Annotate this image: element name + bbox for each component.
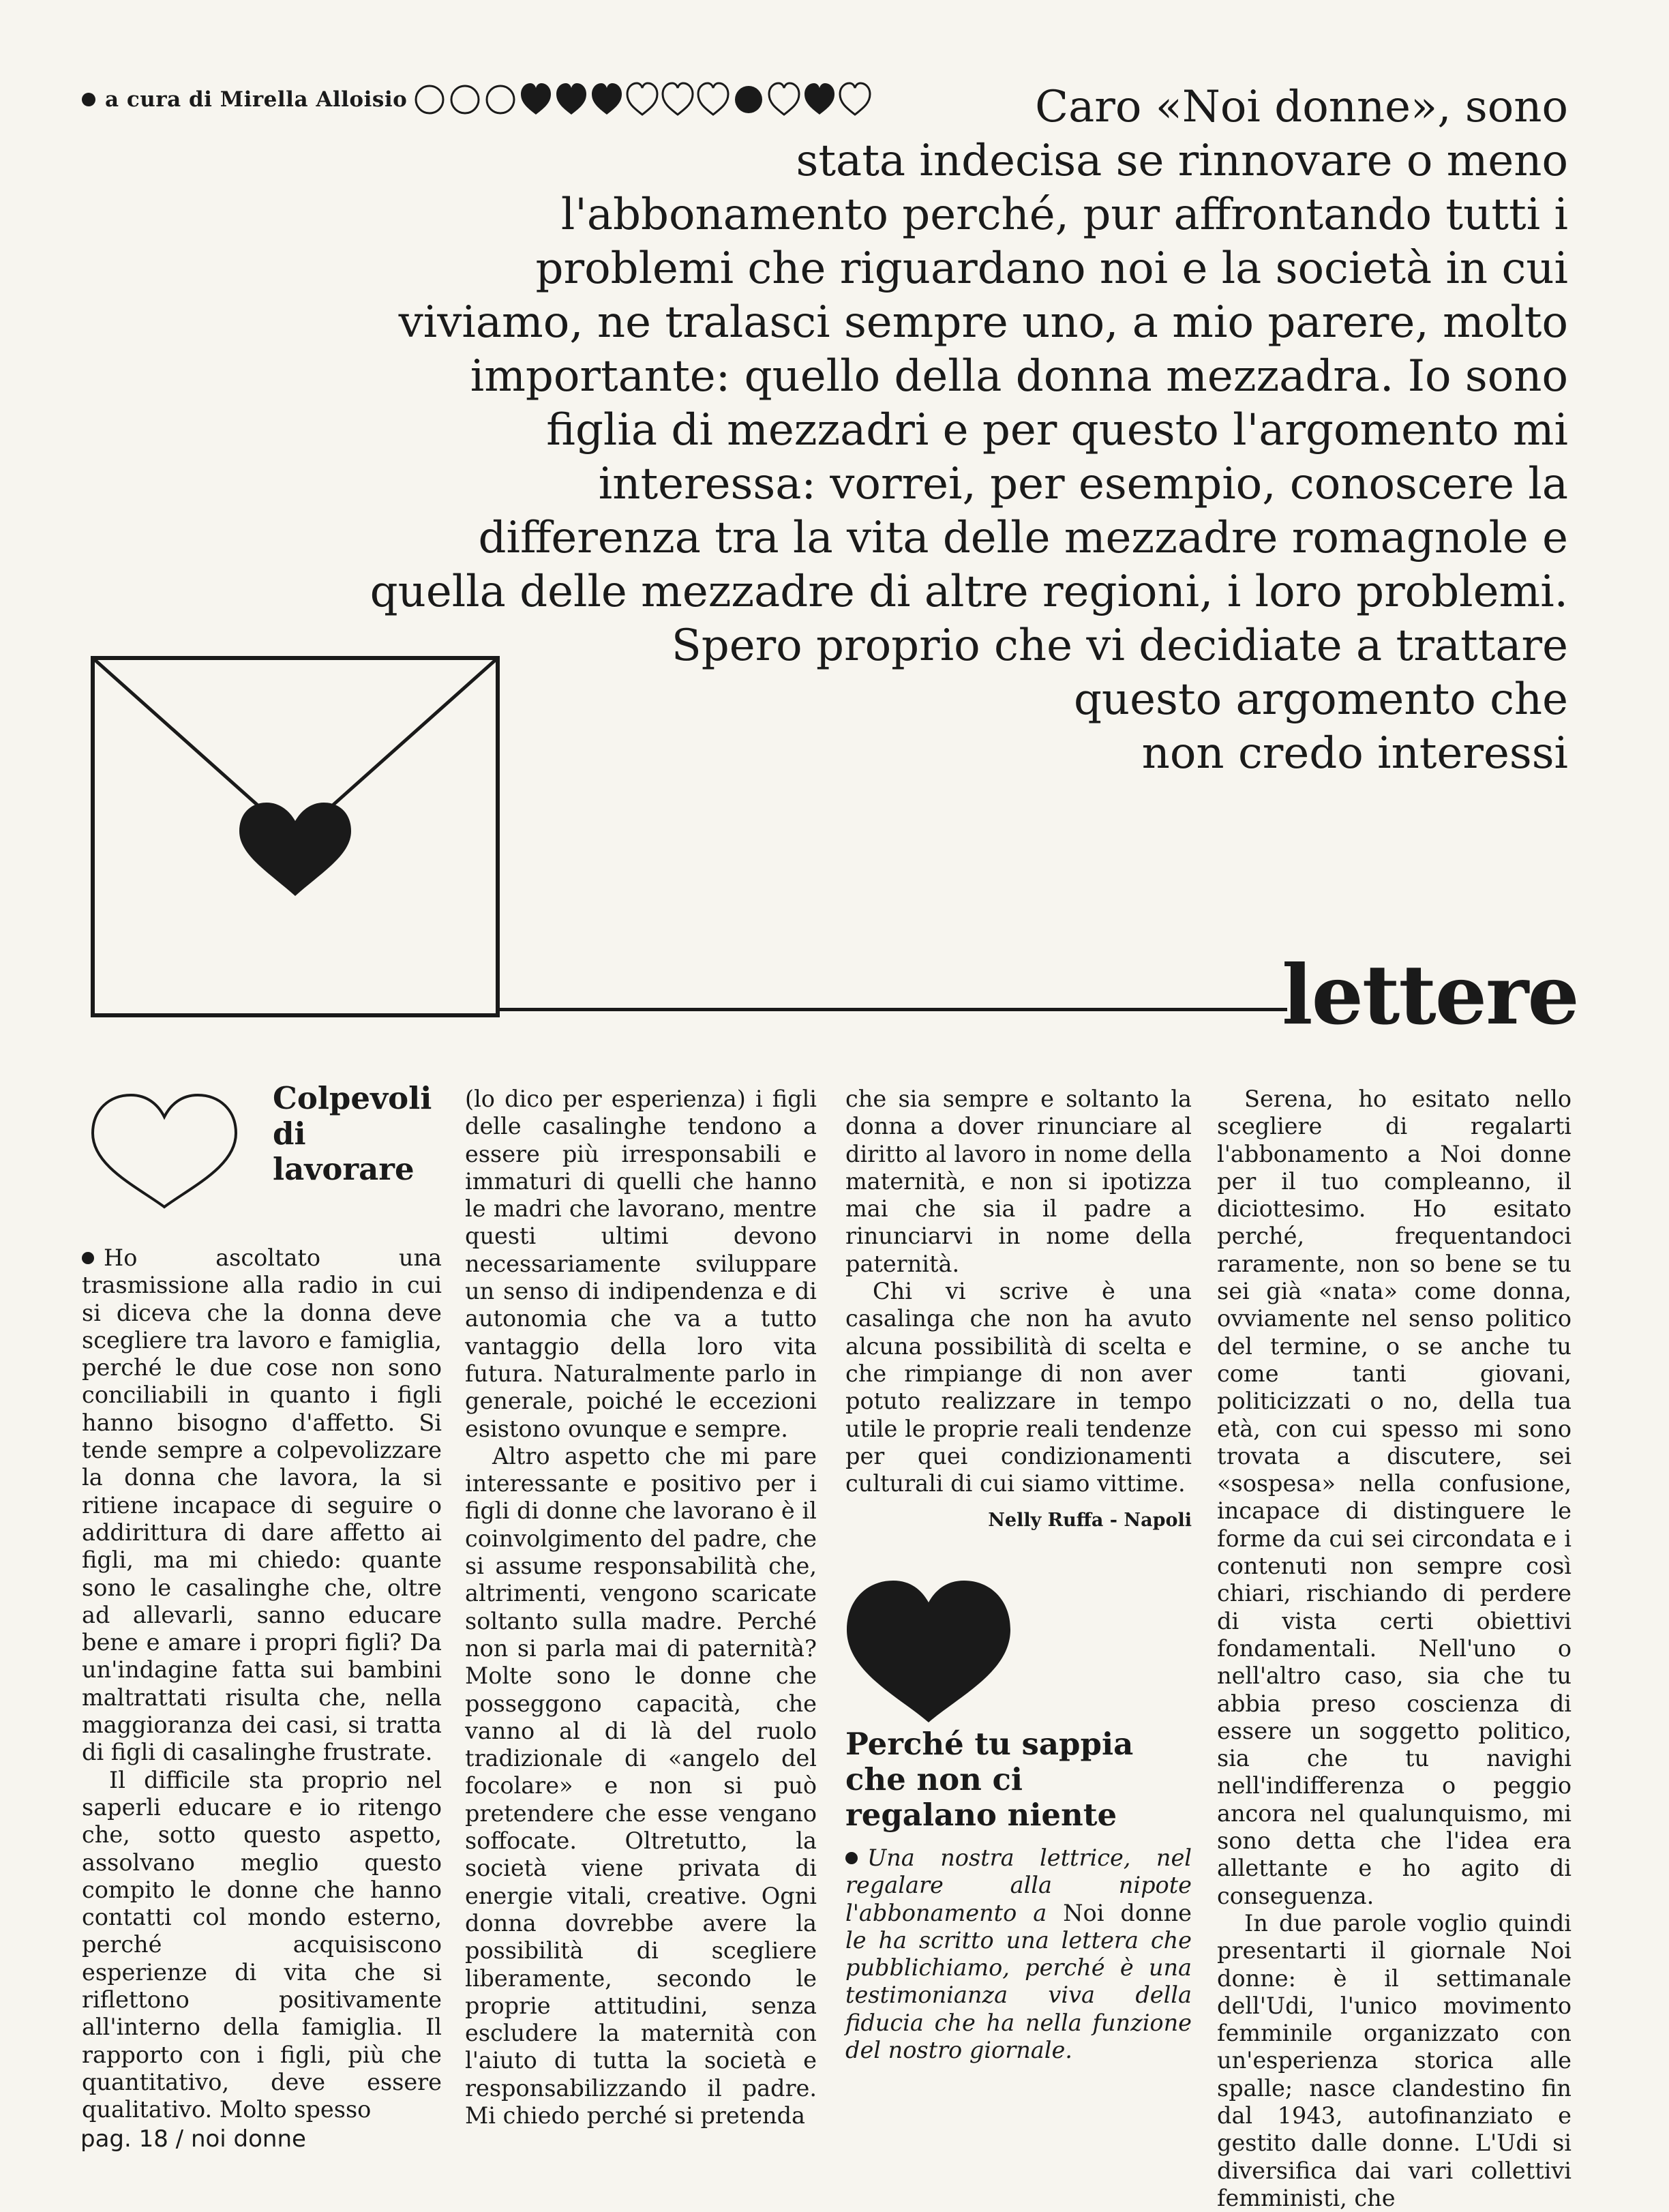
section-title: lettere xyxy=(1282,947,1578,1043)
bullet-icon xyxy=(845,1852,858,1864)
article1-column-3 xyxy=(845,1086,1192,1535)
article1-column-1 xyxy=(82,1244,442,2124)
headline-line: di xyxy=(273,1116,306,1152)
bullet-icon xyxy=(82,93,95,106)
intro-title: Noi donne xyxy=(1063,1899,1192,1926)
article2-column-4 xyxy=(1217,1086,1572,2212)
paragraph: Il difficile sta proprio nel saperli educare e io ritengo che, sotto questo aspetto, assolvano meglio questo compito le donne che hanno contatti col mondo esterno, perché acquisiscono esperienze di vita che si riflettono positivamente all'interno della famiglia. Il rapporto con i figli, più che quantitativo, deve essere qualitativo. Molto spesso xyxy=(82,1766,442,2123)
letter-signature: Nelly Ruffa - Napoli xyxy=(988,1510,1192,1531)
article2-headline xyxy=(845,1727,1133,1833)
headline-line: regalano niente xyxy=(845,1797,1117,1833)
paragraph: che sia sempre e soltanto la donna a dover rinunciare al diritto al lavoro in nome della maternità, e non si ipotizza mai che sia il padre a rinunciarvi in nome della paternità. xyxy=(845,1086,1192,1277)
lead-letter: Caro «Noi donne», sono stata indecisa se rinnovare o meno l'abbonamento perché, pur affrontando tutti i problemi che riguardano noi e la società in cui viviamo, ne tralasci sempre uno, a mio parere, molto importante: quello della donna mezzadra. Io sono figlia di mezzadri e per questo l'argomento mi interessa: vorrei, per esempio, conoscere la differenza tra la vita delle mezzadre romagnole e quella delle mezzadre di altre regioni, i loro problemi. Spero proprio che vi decidiate a trattare questo argomento che non credo interessi xyxy=(370,82,1568,779)
headline-line: Perché tu sappia xyxy=(845,1726,1134,1762)
paragraph: Chi vi scrive è una casalinga che non ha avuto alcuna possibilità di scelta e che rimpiange di non aver potuto realizzare in tempo utile le proprie reali tendenze per quei condizionamenti culturali di cui siamo vittime. xyxy=(845,1278,1192,1497)
paragraph: Altro aspetto che mi pare interessante e positivo per i figli di donne che lavorano è il coinvolgimento del padre, che si assume responsabilità che, altrimenti, vengono scaricate soltanto sulla madre. Perché non si parla mai di paternità? Molte sono le donne che posseggono capacità, che vanno al di là del ruolo tradizionale di «angelo del focolare» e non si può pretendere che esse vengano soffocate. Oltretutto, la società viene privata di energie vitali, creative. Ogni donna dovrebbe avere la possibilità di scegliere liberamente, secondo le proprie attitudini, senza escludere la maternità con l'aiuto di tutta la società e responsabilizzando il padre. Mi chiedo perché si pretenda xyxy=(465,1442,817,2129)
article2-intro xyxy=(845,1844,1192,2064)
envelope-icon xyxy=(91,656,500,1017)
headline-line: che non ci xyxy=(845,1761,1023,1797)
bullet-icon xyxy=(82,1252,94,1264)
paragraph xyxy=(82,1244,442,1767)
headline-line: lavorare xyxy=(273,1151,415,1187)
article1-column-2 xyxy=(465,1086,817,2129)
heart-outline-icon xyxy=(89,1091,240,1212)
paragraph: In due parole voglio quindi presentarti il giornale Noi donne: è il settimanale dell'Udi, l'unico movimento femminile organizzato con un'esperienza storica alle spalle; nasce clandestino fin dal 1943, autofinanziato e gestito dalle donne. L'Udi si diversifica dai vari collettivi femministi, che xyxy=(1217,1909,1572,2211)
heart-filled-icon xyxy=(844,1576,1013,1727)
paragraph xyxy=(845,1844,1192,2064)
section-rule xyxy=(496,1008,1287,1011)
byline-text: a cura di Mirella Alloisio xyxy=(105,87,408,112)
page-footer: pag. 18 / noi donne xyxy=(80,2125,306,2153)
intro-text: Una nostra lettrice, nel regalare alla nipote l'abbonamento a xyxy=(845,1844,1192,1926)
paragraph-text: Ho ascoltato una trasmissione alla radio in cui si diceva che la donna deve scegliere tra lavoro e famiglia, perché le due cose non sono conciliabili in quanto i figli hanno bisogno d'affetto. Si tende sempre a colpevolizzare la donna che lavora, la si ritiene incapace di seguire o addirittura di dare affetto ai figli, ma mi chiedo: quante sono le casalinghe che, oltre ad allevarli, sanno educare bene e amare i propri figli? Da un'indagine fatta sui bambini maltrattati risulta che, nella maggioranza dei casi, si tratta di figli di casalinghe frustrate. xyxy=(82,1244,442,1766)
paragraph: Serena, ho esitato nello scegliere di regalarti l'abbonamento a Noi donne per il tuo compleanno, il diciottesimo. Ho esitato perché, frequentandoci raramente, non so bene se tu sei già «nata» come donna, ovviamente nel senso politico del termine, o se anche tu come tanti giovani, politicizzati o no, della tua età, con cui spesso mi sono trovata a discutere, sei «sospesa» nella confusione, incapace di distinguere le forme da cui sei circondata e i contenuti non sempre così chiari, rischiando di perdere di vista certi obiettivi fondamentali. Nell'uno o nell'altro caso, sia che tu abbia preso coscienza di essere un soggetto politico, sia che tu navighi nell'indifferenza o peggio ancora nel qualunquismo, mi sono detta che l'idea era allettante e ho agito di conseguenza. xyxy=(1217,1086,1572,1909)
headline-line: Colpevoli xyxy=(273,1080,432,1116)
intro-text: le ha scritto una lettera che pubblichiamo, perché è una testimonianza viva della fiducia che ha nella funzione del nostro giornale. xyxy=(845,1926,1192,2064)
paragraph: (lo dico per esperienza) i figli delle casalinghe tendono a essere più irresponsabili e immaturi di quelli che hanno le madri che lavorano, mentre questi ultimi devono necessariamente sviluppare un senso di indipendenza e di autonomia che va a tutto vantaggio della loro vita futura. Naturalmente parlo in generale, poiché le eccezioni esistono ovunque e sempre. xyxy=(465,1086,817,1442)
article1-headline xyxy=(273,1081,432,1187)
